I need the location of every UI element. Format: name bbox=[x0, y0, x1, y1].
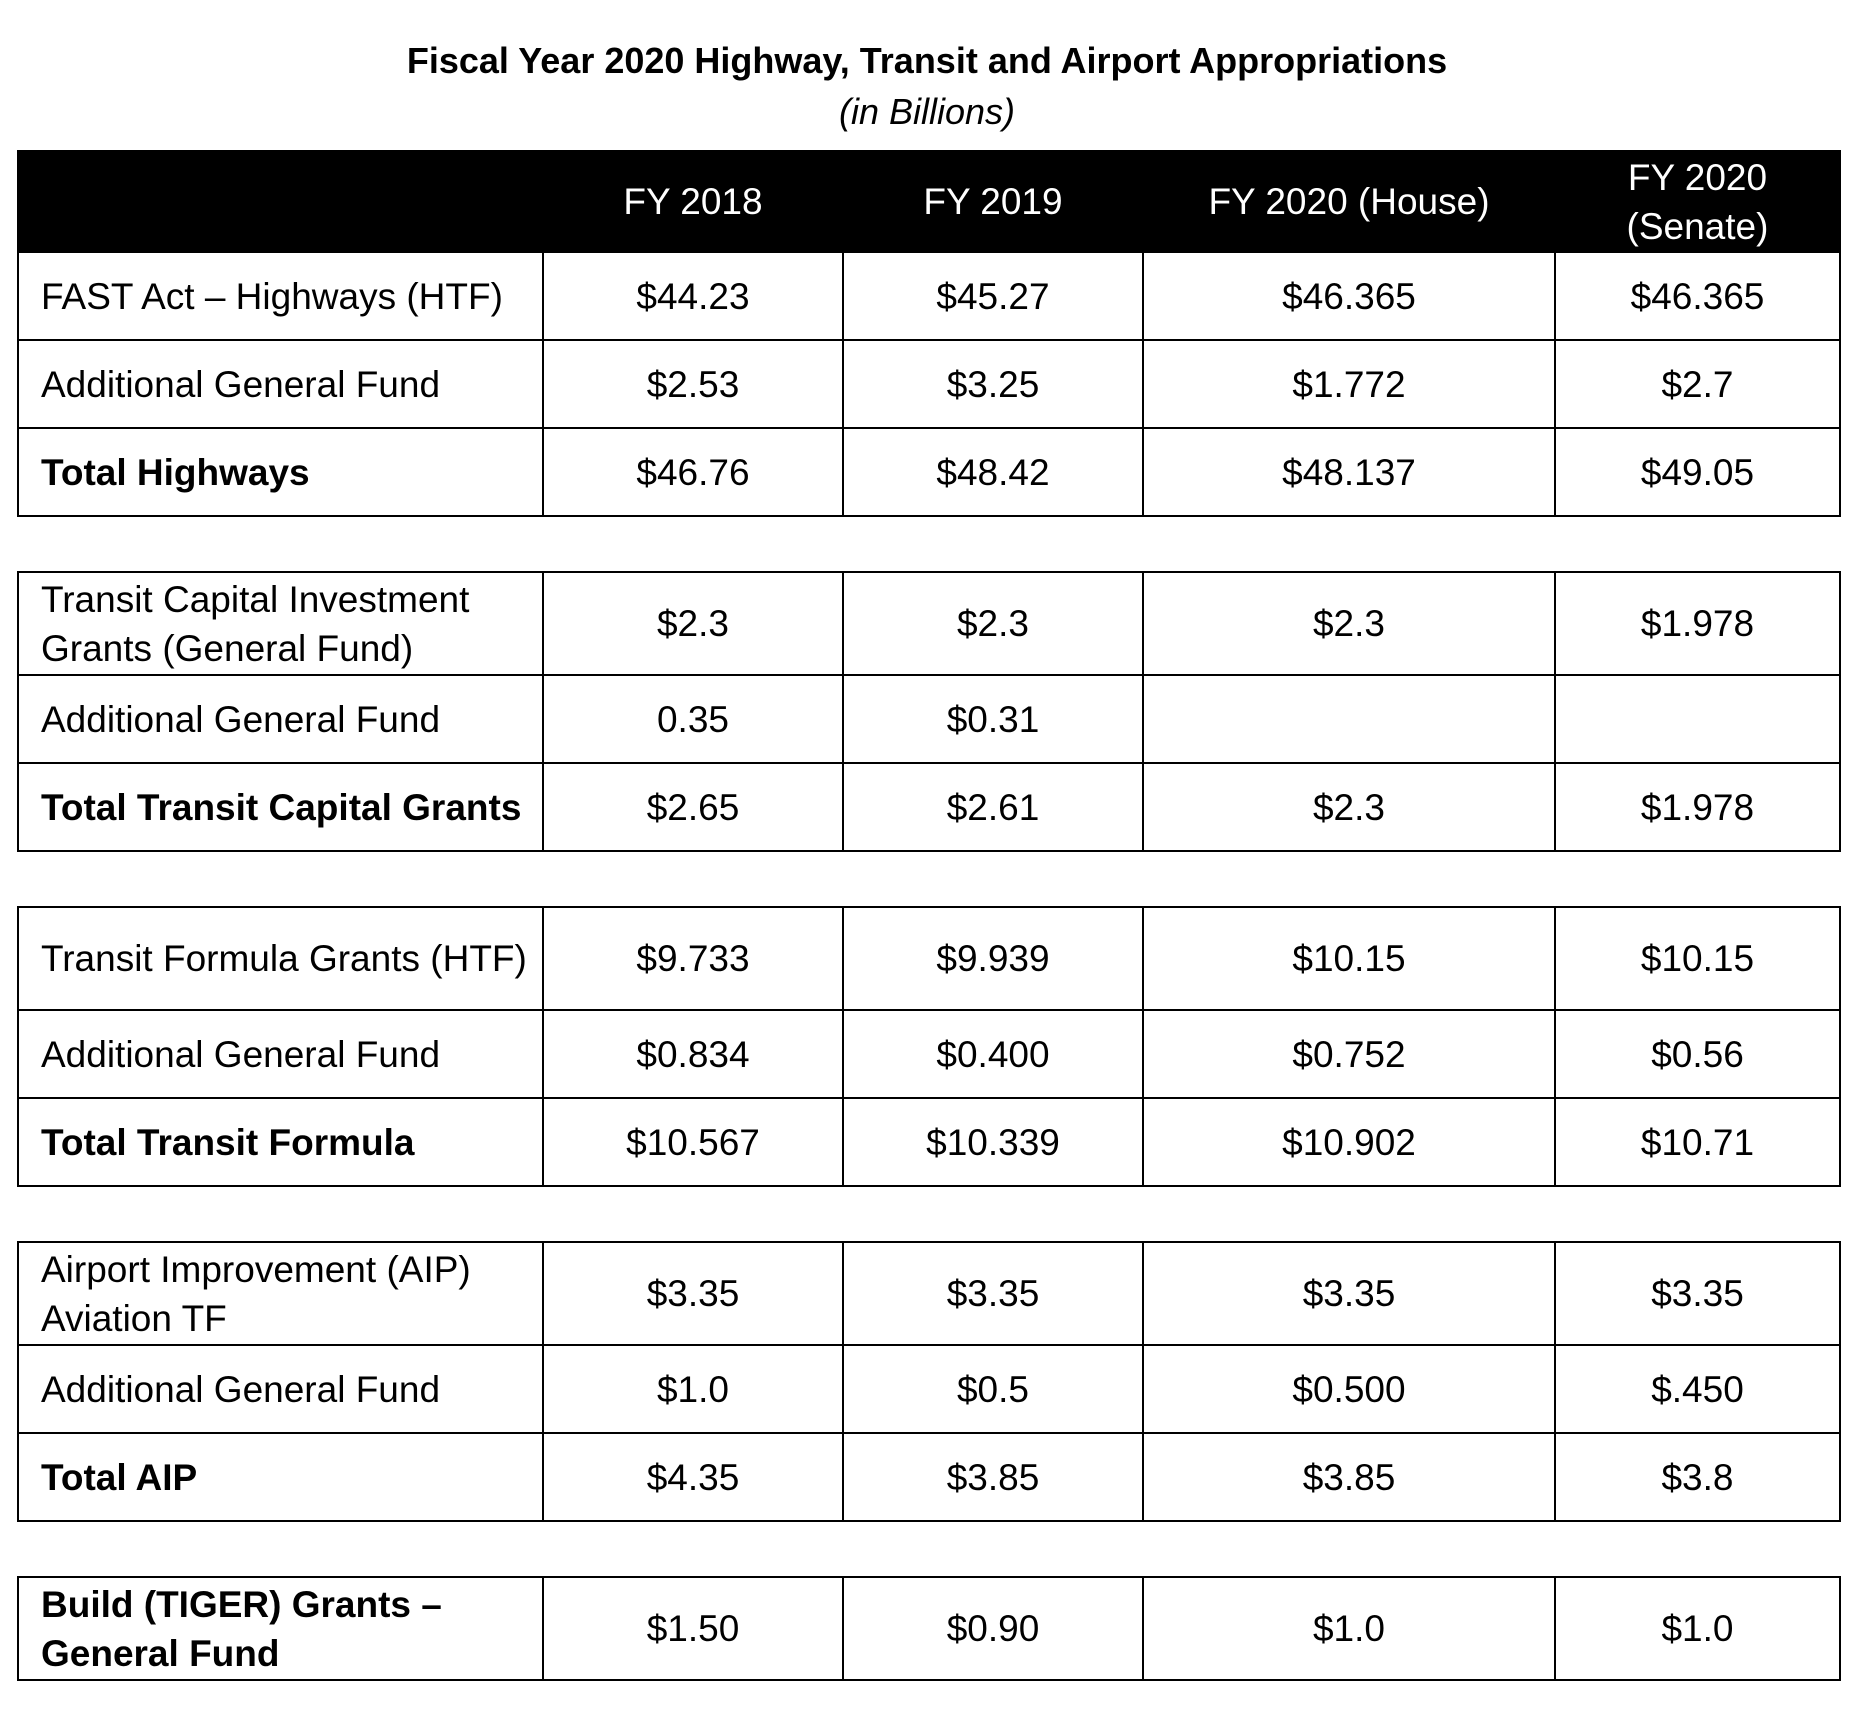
table-row bbox=[18, 252, 1840, 340]
cell-value: $1.0 bbox=[1555, 1577, 1840, 1680]
cell-value: $3.8 bbox=[1555, 1433, 1840, 1521]
cell-value: $46.76 bbox=[543, 428, 843, 516]
cell-value: $0.56 bbox=[1555, 1010, 1840, 1098]
total-row bbox=[18, 428, 1840, 516]
cell-value: $49.05 bbox=[1555, 428, 1840, 516]
cell-value: $0.500 bbox=[1143, 1345, 1555, 1433]
cell-value: 0.35 bbox=[543, 675, 843, 763]
build-tiger-table bbox=[17, 1576, 1841, 1681]
cell-value: $44.23 bbox=[543, 252, 843, 340]
cell-value: $3.35 bbox=[543, 1242, 843, 1345]
table-row bbox=[18, 1345, 1840, 1433]
cell-value: $48.137 bbox=[1143, 428, 1555, 516]
cell-value: $0.400 bbox=[843, 1010, 1143, 1098]
cell-value: $0.752 bbox=[1143, 1010, 1555, 1098]
row-label: Additional General Fund bbox=[18, 1345, 543, 1433]
row-label: FAST Act – Highways (HTF) bbox=[18, 252, 543, 340]
table-row bbox=[18, 907, 1840, 1010]
row-label: Transit Capital Investment Grants (General Fund) bbox=[18, 572, 543, 675]
cell-value: $9.733 bbox=[543, 907, 843, 1010]
cell-value: $48.42 bbox=[843, 428, 1143, 516]
cell-value: $1.978 bbox=[1555, 763, 1840, 851]
cell-value: $2.53 bbox=[543, 340, 843, 428]
cell-value: $2.65 bbox=[543, 763, 843, 851]
cell-value: $3.35 bbox=[1555, 1242, 1840, 1345]
transit-formula-table bbox=[17, 906, 1841, 1187]
row-label: Transit Formula Grants (HTF) bbox=[18, 907, 543, 1010]
cell-value: $4.35 bbox=[543, 1433, 843, 1521]
header-row bbox=[18, 151, 1840, 252]
cell-value: $0.90 bbox=[843, 1577, 1143, 1680]
cell-value: $0.5 bbox=[843, 1345, 1143, 1433]
cell-value: $2.3 bbox=[843, 572, 1143, 675]
header-cell-label bbox=[18, 151, 543, 252]
cell-value: $2.3 bbox=[543, 572, 843, 675]
table-row bbox=[18, 1242, 1840, 1345]
cell-value bbox=[1555, 675, 1840, 763]
cell-value: $1.0 bbox=[1143, 1577, 1555, 1680]
row-label: Total Transit Capital Grants bbox=[18, 763, 543, 851]
cell-value: $2.3 bbox=[1143, 572, 1555, 675]
transit-capital-table bbox=[17, 571, 1841, 852]
cell-value: $10.339 bbox=[843, 1098, 1143, 1186]
cell-value: $2.3 bbox=[1143, 763, 1555, 851]
cell-value: $10.902 bbox=[1143, 1098, 1555, 1186]
cell-value: $10.15 bbox=[1143, 907, 1555, 1010]
cell-value: $1.772 bbox=[1143, 340, 1555, 428]
cell-value: $10.15 bbox=[1555, 907, 1840, 1010]
cell-value: $2.61 bbox=[843, 763, 1143, 851]
cell-value: $3.85 bbox=[843, 1433, 1143, 1521]
row-label: Additional General Fund bbox=[18, 340, 543, 428]
cell-value: $3.35 bbox=[1143, 1242, 1555, 1345]
header-cell-fy2018: FY 2018 bbox=[543, 151, 843, 252]
table-row bbox=[18, 1577, 1840, 1680]
cell-value: $3.25 bbox=[843, 340, 1143, 428]
header-cell-fy2020-senate: FY 2020 (Senate) bbox=[1555, 151, 1840, 252]
table-row bbox=[18, 1010, 1840, 1098]
row-label: Additional General Fund bbox=[18, 675, 543, 763]
cell-value: $3.85 bbox=[1143, 1433, 1555, 1521]
cell-value: $.450 bbox=[1555, 1345, 1840, 1433]
cell-value: $46.365 bbox=[1143, 252, 1555, 340]
cell-value: $2.7 bbox=[1555, 340, 1840, 428]
row-label: Airport Improvement (AIP) Aviation TF bbox=[18, 1242, 543, 1345]
row-label: Total AIP bbox=[18, 1433, 543, 1521]
cell-value: $45.27 bbox=[843, 252, 1143, 340]
table-row bbox=[18, 675, 1840, 763]
cell-value: $9.939 bbox=[843, 907, 1143, 1010]
cell-value: $1.978 bbox=[1555, 572, 1840, 675]
total-row bbox=[18, 1433, 1840, 1521]
cell-value: $0.834 bbox=[543, 1010, 843, 1098]
row-label: Additional General Fund bbox=[18, 1010, 543, 1098]
total-row bbox=[18, 763, 1840, 851]
total-row bbox=[18, 1098, 1840, 1186]
header-cell-fy2019: FY 2019 bbox=[843, 151, 1143, 252]
cell-value: $0.31 bbox=[843, 675, 1143, 763]
page-subtitle: (in Billions) bbox=[838, 91, 1016, 132]
row-label: Total Transit Formula bbox=[18, 1098, 543, 1186]
highways-table bbox=[17, 150, 1841, 517]
cell-value: $1.0 bbox=[543, 1345, 843, 1433]
airport-table bbox=[17, 1241, 1841, 1522]
table-row bbox=[18, 572, 1840, 675]
table-row bbox=[18, 340, 1840, 428]
cell-value: $46.365 bbox=[1555, 252, 1840, 340]
cell-value: $10.71 bbox=[1555, 1098, 1840, 1186]
row-label: Total Highways bbox=[18, 428, 543, 516]
header-cell-fy2020-house: FY 2020 (House) bbox=[1143, 151, 1555, 252]
cell-value: $10.567 bbox=[543, 1098, 843, 1186]
row-label: Build (TIGER) Grants – General Fund bbox=[18, 1577, 543, 1680]
cell-value bbox=[1143, 675, 1555, 763]
cell-value: $3.35 bbox=[843, 1242, 1143, 1345]
cell-value: $1.50 bbox=[543, 1577, 843, 1680]
page-title: Fiscal Year 2020 Highway, Transit and Airport Appropriations bbox=[406, 40, 1448, 81]
